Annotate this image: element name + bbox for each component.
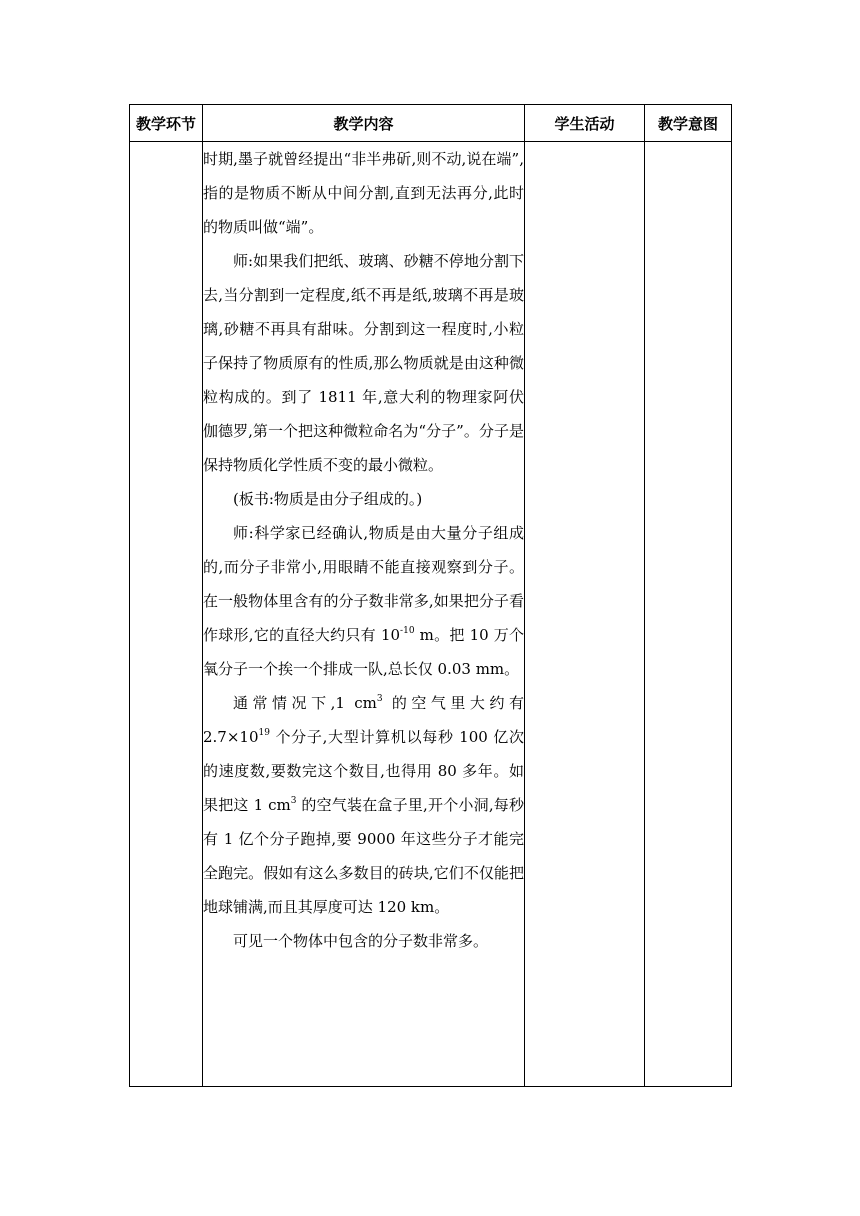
- content-paragraph-2: 师:如果我们把纸、玻璃、砂糖不停地分割下去,当分割到一定程度,纸不再是纸,玻璃不再是玻璃,砂糖不再具有甜味。分割到这一程度时,小粒子保持了物质原有的性质,那么物质就是由这种微粒构成的。到了 1811 年,意大利的物理家阿伏伽德罗,第一个把这种微粒命名为“分子”。分子是保持物质化学性质不变的最小微粒。: [203, 252, 524, 474]
- content-paragraph-3: (板书:物质是由分子组成的。): [233, 490, 423, 508]
- header-teaching-content: 教学内容: [203, 105, 525, 142]
- content-paragraph-1: 时期,墨子就曾经提出“非半弗斫,则不动,说在端”,指的是物质不断从中间分割,直到无法再分,此时的物质叫做“端”。: [203, 150, 524, 236]
- teaching-intent-cell: [645, 142, 732, 1087]
- teaching-content-cell: [203, 142, 525, 1087]
- content-paragraph-4: 师:科学家已经确认,物质是由大量分子组成的,而分子非常小,用眼睛不能直接观察到分子。在一般物体里含有的分子数非常多,如果把分子看作球形,它的直径大约只有 $10^{-10}$ m。把 10 万个氧分子一个挨一个排成一队,总长仅 0.03 mm。: [203, 524, 524, 678]
- header-teaching-stage: 教学环节: [130, 105, 203, 142]
- table-row: [130, 142, 732, 1087]
- content-paragraph-6: 可见一个物体中包含的分子数非常多。: [233, 932, 489, 950]
- header-teaching-intent: 教学意图: [645, 105, 732, 142]
- student-activity-cell: [525, 142, 645, 1087]
- header-student-activity: 学生活动: [525, 105, 645, 142]
- content-paragraph-5: 通常情况下,1 $cm^3$ 的空气里大约有 $2.7\times 10^{19}$ 个分子,大型计算机以每秒 100 亿次的速度数,要数完这个数目,也得用 80 多年。如果把这 1 $cm^3$ 的空气装在盒子里,开个小洞,每秒有 1 亿个分子跑掉,要 9000 年这些分子才能完全跑完。假如有这么多数目的砖块,它们不仅能把地球铺满,而且其厚度可达 120 km。: [203, 694, 524, 916]
- lesson-plan-table: [129, 104, 732, 1087]
- table-header-row: [130, 105, 732, 142]
- teaching-stage-cell: [130, 142, 203, 1087]
